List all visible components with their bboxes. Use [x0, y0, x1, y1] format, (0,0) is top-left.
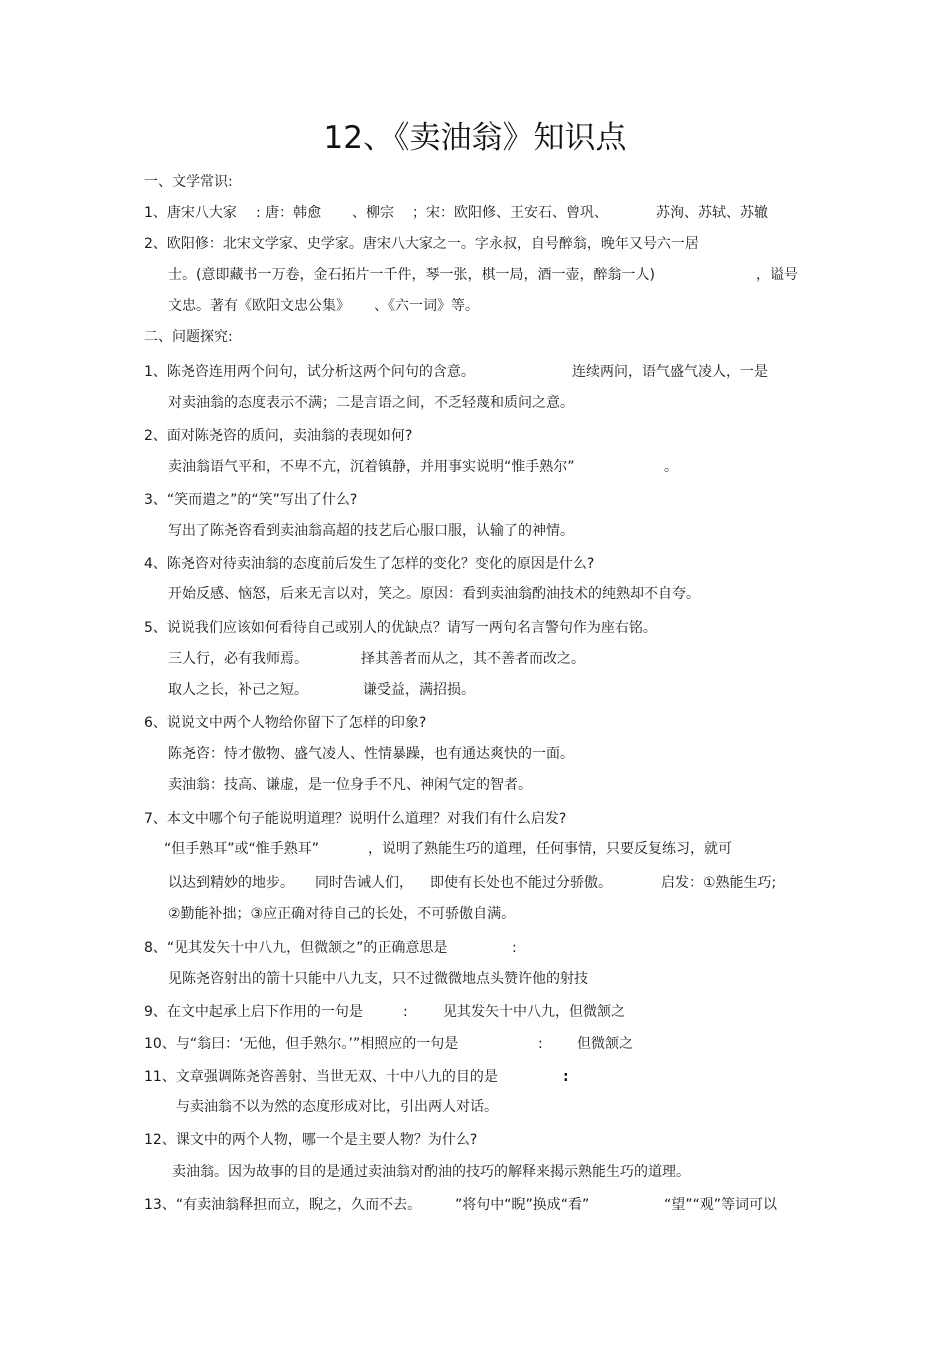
page-title: 12、《卖油翁》知识点 [323, 120, 627, 156]
item2-line3: 文忠。著有《欧阳文忠公集》 [168, 298, 350, 314]
q9-answer: 见其发矢十中八九，但微颔之 [443, 1004, 625, 1020]
q7-answer-line2d: 启发：①熟能生巧; [661, 875, 777, 891]
q13-question-b: ”将句中“睨”换成“看” [455, 1197, 590, 1213]
q5-motto-3: 取人之长，补己之短。 [168, 682, 308, 698]
q7-answer-line2a: 以达到精妙的地步。 [168, 875, 294, 891]
q8-question: 8、“见其发矢十中八九，但微颔之”的正确意思是 [144, 940, 448, 956]
q8-colon: : [512, 940, 517, 956]
q8-answer: 见陈尧咨射出的箭十只能中八九支，只不过微微地点头赞许他的射技 [168, 971, 588, 987]
q5-motto-4: 谦受益，满招损。 [363, 682, 475, 698]
q1-question: 1、陈尧咨连用两个问句，试分析这两个问句的含意。 [144, 364, 475, 380]
item1-su: 苏洵、苏轼、苏辙 [656, 205, 768, 221]
item2-line2: 士。(意即藏书一万卷，金石拓片一千件，琴一张，棋一局，酒一壶，醉翁一人) [168, 267, 655, 283]
q11-question: 11、文章强调陈尧咨善射、当世无双、十中八九的目的是 [144, 1069, 498, 1085]
q13-question-a: 13、“有卖油翁释担而立，睨之，久而不去。 [144, 1197, 422, 1213]
q7-answer-quote: “但手熟耳”或“惟手熟耳” [164, 841, 320, 857]
q5-motto-2: 择其善者而从之，其不善者而改之。 [361, 651, 585, 667]
q2-answer-end: 。 [664, 459, 678, 475]
q7-answer-line2c: 即使有长处也不能过分骄傲。 [430, 875, 612, 891]
q10-question: 10、与“翁曰：‘无他，但手熟尔。’”相照应的一句是 [144, 1036, 459, 1052]
q11-colon: : [563, 1069, 569, 1085]
q12-question: 12、课文中的两个人物，哪一个是主要人物？为什么? [144, 1132, 478, 1148]
q2-answer: 卖油翁语气平和，不卑不亢，沉着镇静，并用事实说明“惟手熟尔” [168, 459, 575, 475]
q3-answer: 写出了陈尧咨看到卖油翁高超的技艺后心服口服，认输了的神情。 [168, 523, 574, 539]
q12-answer: 卖油翁。因为故事的目的是通过卖油翁对酌油的技巧的解释来揭示熟能生巧的道理。 [172, 1164, 690, 1180]
item2-line1: 2、欧阳修：北宋文学家、史学家。唐宋八大家之一。字永叔，自号醉翁，晚年又号六一居 [144, 236, 699, 252]
q1-answer-start: 连续两问，语气盛气凌人，一是 [572, 364, 768, 380]
item1-song: ；宋：欧阳修、王安石、曾巩、 [412, 205, 608, 221]
item1-liu: 、柳宗 [352, 205, 394, 221]
q6-answer-weng: 卖油翁：技高、谦虚，是一位身手不凡、神闲气定的智者。 [168, 777, 532, 793]
item2-line3-end: 、《六一词》等。 [374, 298, 479, 314]
q3-question: 3、“笑而遣之”的“笑”写出了什么? [144, 492, 358, 508]
q7-answer-line1: ，说明了熟能生巧的道理，任何事情，只要反复练习，就可 [368, 841, 732, 857]
q5-motto-1: 三人行，必有我师焉。 [168, 651, 308, 667]
q4-question: 4、陈尧咨对待卖油翁的态度前后发生了怎样的变化？变化的原因是什么? [144, 556, 595, 572]
q7-answer-line2b: 同时告诫人们， [315, 875, 413, 891]
q9-colon: : [403, 1004, 408, 1020]
section-heading-questions: 二、问题探究: [144, 329, 233, 345]
q7-question: 7、本文中哪个句子能说明道理？说明什么道理？对我们有什么启发? [144, 811, 567, 827]
section-heading-literature: 一、文学常识: [144, 174, 233, 190]
q10-colon: : [538, 1036, 543, 1052]
q2-question: 2、面对陈尧咨的质问，卖油翁的表现如何? [144, 428, 413, 444]
item1-tang: : 唐：韩愈 [256, 205, 322, 221]
q10-answer: 但微颔之 [577, 1036, 633, 1052]
q6-answer-chen: 陈尧咨：恃才傲物、盛气凌人、性情暴躁，也有通达爽快的一面。 [168, 746, 574, 762]
q11-answer: 与卖油翁不以为然的态度形成对比，引出两人对话。 [176, 1099, 498, 1115]
q9-question: 9、在文中起承上启下作用的一句是 [144, 1004, 363, 1020]
q7-answer-line3: ②勤能补拙；③应正确对待自己的长处，不可骄傲自满。 [168, 906, 516, 922]
q1-answer: 对卖油翁的态度表示不满；二是言语之间，不乏轻蔑和质问之意。 [168, 395, 574, 411]
item2-line2-end: ，谥号 [756, 267, 798, 283]
q4-answer: 开始反感、恼怒，后来无言以对，笑之。原因：看到卖油翁酌油技术的纯熟却不自夸。 [168, 586, 700, 602]
q13-question-c: “望”“观”等词可以 [664, 1197, 778, 1213]
q5-question: 5、说说我们应该如何看待自己或别人的优缺点？请写一两句名言警句作为座右铭。 [144, 620, 657, 636]
q6-question: 6、说说文中两个人物给你留下了怎样的印象? [144, 715, 427, 731]
item1-label: 1、唐宋八大家 [144, 205, 237, 221]
